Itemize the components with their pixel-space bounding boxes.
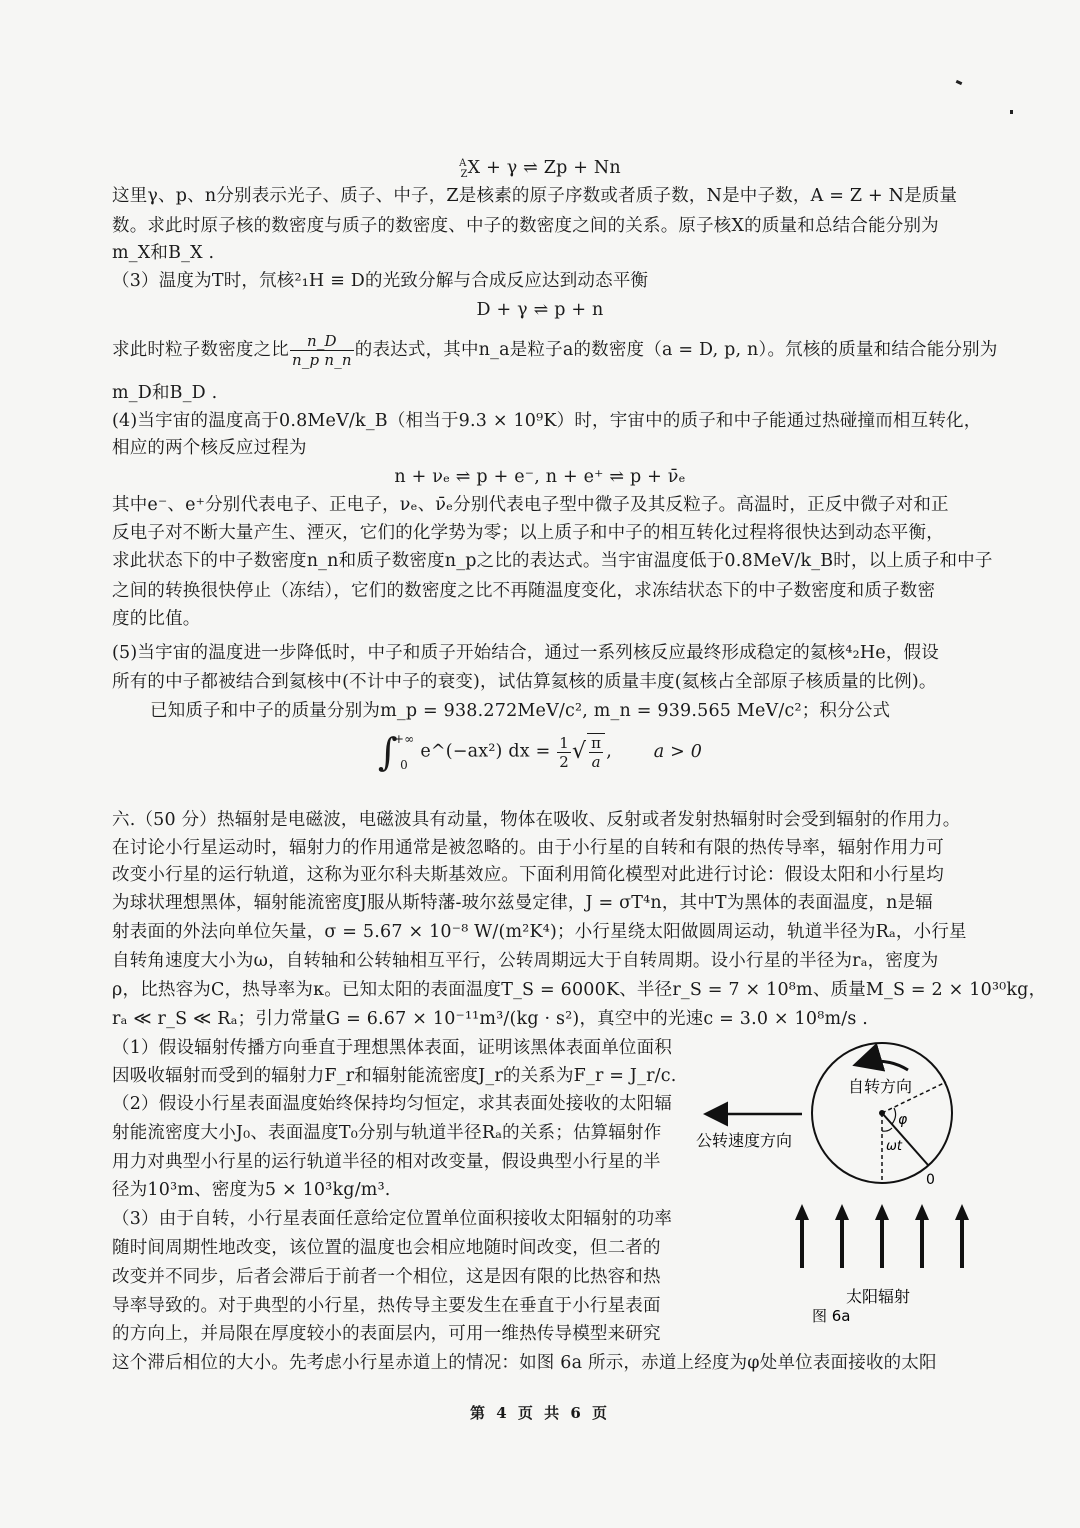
paragraph-line: m_X和B_X . bbox=[112, 243, 215, 263]
nuclear-equilibrium-equation bbox=[0, 152, 1080, 187]
numerator: π bbox=[591, 734, 602, 752]
orbital-velocity-label: 公转速度方向 bbox=[696, 1131, 793, 1150]
paragraph-line: 自转角速度大小为ω，自转轴和公转轴相互平行，公转周期远大于自转周期。设小行星的半径为rₐ，密度为 bbox=[112, 951, 939, 971]
solar-radiation-label: 太阳辐射 bbox=[846, 1287, 911, 1306]
rotation-arrow bbox=[858, 1061, 908, 1070]
paragraph-line: 用力对典型小行星的运行轨道半径的相对改变量，假设典型小行星的半 bbox=[112, 1152, 661, 1172]
phi-angle-arc bbox=[892, 1108, 896, 1124]
paragraph-line: 数。求此时原子核的数密度与质子的数密度、中子的数密度之间的关系。原子核X的质量和总结合能分别为 bbox=[112, 216, 939, 236]
upper-limit: +∞ bbox=[393, 732, 415, 746]
paragraph-line: 的方向上，并局限在厚度较小的表面层内，可用一维热传导模型来研究 bbox=[112, 1324, 661, 1344]
radiation-arrow-head bbox=[835, 1204, 849, 1220]
integrand: e^(−ax²) dx = bbox=[420, 741, 551, 762]
zero-longitude-label: 0 bbox=[926, 1172, 935, 1188]
integral-limits bbox=[394, 726, 414, 778]
paragraph-line: 在讨论小行星运动时，辐射力的作用通常是被忽略的。由于小行星的自转和有限的热传导率，辐射作用力可 bbox=[112, 838, 944, 858]
question-6-intro: 六.（50 分）热辐射是电磁波，电磁波具有动量，物体在吸收、反射或者发射热辐射时会受到辐射的作用力。 bbox=[112, 810, 961, 830]
paragraph-line: ρ，比热容为C，热导率为κ。已知太阳的表面温度T_S = 6000K、半径r_S = 7 × 10⁸m、质量M_S = 2 × 10³⁰kg， bbox=[112, 980, 1047, 1000]
scan-speck bbox=[1010, 110, 1013, 114]
radiation-arrow-head bbox=[955, 1204, 969, 1220]
integral-condition: a > 0 bbox=[653, 741, 703, 762]
question-3-ratio-line bbox=[112, 332, 998, 369]
paragraph-line: 相应的两个核反应过程为 bbox=[112, 438, 307, 458]
paragraph-line: 求此状态下的中子数密度n_n和质子数密度n_p之比的表达式。当宇宙温度低于0.8MeV/k_B时，以上质子和中子 bbox=[112, 551, 993, 571]
solar-radiation-arrows bbox=[795, 1204, 969, 1268]
integral-sign: ∫ bbox=[377, 730, 398, 774]
mass-number: A bbox=[459, 158, 467, 169]
radiation-arrow-head bbox=[795, 1204, 809, 1220]
text: 求此时粒子数密度之比 bbox=[112, 340, 289, 360]
paragraph-line: 射能流密度大小J₀、表面温度T₀分别与轨道半径Rₐ的关系；估算辐射作 bbox=[112, 1123, 662, 1143]
paragraph-line: 径为10³m、密度为5 × 10³kg/m³. bbox=[112, 1180, 391, 1200]
paragraph-line: 度的比值。 bbox=[112, 609, 201, 629]
paragraph-line: m_D和B_D . bbox=[112, 383, 218, 403]
deuteron-equation: D + γ ⇌ p + n bbox=[476, 300, 604, 320]
paragraph-line: 改变小行星的运行轨道，这称为亚尔科夫斯基效应。下面利用简化模型对此进行讨论：假设太阳和小行星均 bbox=[112, 865, 944, 885]
lower-limit: 0 bbox=[400, 758, 408, 772]
rotation-direction-label: 自转方向 bbox=[848, 1077, 913, 1096]
figure-6a bbox=[680, 1020, 1000, 1350]
paragraph-line: 反电子对不断大量产生、湮灭，它们的化学势为零；以上质子和中子的相互转化过程将很快达到动态平衡， bbox=[112, 523, 944, 543]
neutrino-reaction-equations: n + νₑ ⇌ p + e⁻, n + e⁺ ⇌ p + ν̄ₑ bbox=[394, 467, 686, 487]
half-fraction bbox=[557, 734, 571, 771]
scan-speck bbox=[956, 80, 963, 85]
paragraph-line: 所有的中子都被结合到氦核中(不计中子的衰变)，试估算氦核的质量丰度(氦核占全部原子核质量的比例)。 bbox=[112, 672, 937, 692]
denominator: a bbox=[591, 753, 601, 771]
phi-label: φ bbox=[898, 1112, 908, 1128]
denominator: 2 bbox=[559, 752, 569, 771]
question-6-part-1: （1）假设辐射传播方向垂直于理想黑体表面，证明该黑体表面单位面积 bbox=[112, 1038, 673, 1058]
question-6-part-2: （2）假设小行星表面温度始终保持均匀恒定，求其表面处接收的太阳辐 bbox=[112, 1094, 673, 1114]
paragraph-line: 其中e⁻、e⁺分别代表电子、正电子，νₑ、ν̄ₑ分别代表电子型中微子及其反粒子。高温时，正反中微子对和正 bbox=[112, 495, 949, 515]
question-5-text: (5)当宇宙的温度进一步降低时，中子和质子开始结合，通过一系列核反应最终形成稳定的氦核⁴₂He，假设 bbox=[112, 643, 939, 663]
paragraph-line: 改变并不同步，后者会滞后于前者一个相位，这是因有限的比热容和热 bbox=[112, 1267, 661, 1287]
omega-t-angle-arc bbox=[882, 1128, 892, 1131]
paragraph-line: 之间的转换很快停止（冻结），它们的数密度之比不再随温度变化，求冻结状态下的中子数密度和质子数密 bbox=[112, 581, 936, 601]
paragraph-line: 因吸收辐射而受到的辐射力F_r和辐射能流密度J_r的关系为F_r = J_r/c. bbox=[112, 1066, 677, 1086]
radiation-arrow-head bbox=[915, 1204, 929, 1220]
radiation-arrow-head bbox=[875, 1204, 889, 1220]
paragraph-line: 这里γ、p、n分别表示光子、质子、中子，Z是核素的原子序数或者质子数，N是中子数，A = Z + N是质量 bbox=[112, 186, 958, 206]
paragraph-line: 为球状理想黑体，辐射能流密度J服从斯特藩-玻尔兹曼定律，J = σT⁴n，其中T为黑体的表面温度，n是辐 bbox=[112, 893, 933, 913]
figure-caption: 图 6a bbox=[812, 1307, 851, 1325]
gaussian-integral-formula: ∫ +∞ 0 e^(−ax²) dx = $\frac{1}{2}$ √ $\frac{\pi}{a}$ , a > 0 bbox=[0, 726, 1080, 778]
sqrt-sign: √ bbox=[571, 739, 587, 764]
page-footer: 第 4 页 共 6 页 bbox=[470, 1404, 610, 1422]
density-ratio-fraction bbox=[290, 332, 354, 369]
atomic-number: Z bbox=[460, 169, 468, 181]
numerator: 1 bbox=[559, 733, 569, 752]
paragraph-line: 随时间周期性地改变，该位置的温度也会相应地随时间改变，但二者的 bbox=[112, 1238, 661, 1258]
given-masses: 已知质子和中子的质量分别为m_p = 938.272MeV/c², m_n = 939.565 MeV/c²；积分公式 bbox=[150, 701, 891, 721]
paragraph-line: rₐ ≪ r_S ≪ Rₐ；引力常量G = 6.67 × 10⁻¹¹m³/(kg · s²)，真空中的光速c = 3.0 × 10⁸m/s . bbox=[112, 1009, 869, 1029]
equation-body: X + γ ⇌ Zp + Nn bbox=[467, 157, 621, 178]
question-6-part-3: （3）由于自转，小行星表面任意给定位置单位面积接收太阳辐射的功率 bbox=[112, 1209, 673, 1229]
paragraph-line: 这个滞后相位的大小。先考虑小行星赤道上的情况：如图 6a 所示，赤道上经度为φ处单位表面接收的太阳 bbox=[112, 1353, 937, 1373]
fraction-denominator: n_p n_n bbox=[292, 351, 352, 369]
omega-t-label: ωt bbox=[886, 1139, 902, 1154]
text: 的表达式，其中n_a是粒子a的数密度（a = D, p, n）。氘核的质量和结合能分别为 bbox=[354, 340, 998, 360]
paragraph-line: 导率导致的。对于典型的小行星，热传导主要发生在垂直于小行星表面 bbox=[112, 1296, 661, 1316]
question-4-text: (4)当宇宙的温度高于0.8MeV/k_B（相当于9.3 × 10⁹K）时，宇宙中的质子和中子能通过热碰撞而相互转化， bbox=[112, 411, 982, 431]
question-3-text: （3）温度为T时，氘核²₁H ≡ D的光致分解与合成反应达到动态平衡 bbox=[112, 271, 649, 291]
asteroid-center bbox=[879, 1110, 885, 1116]
paragraph-line: 射表面的外法向单位矢量，σ = 5.67 × 10⁻⁸ W/(m²K⁴)；小行星绕太阳做圆周运动，轨道半径为Rₐ，小行星 bbox=[112, 922, 967, 942]
fraction-numerator: n_D bbox=[290, 332, 354, 351]
sqrt-fraction bbox=[587, 733, 605, 771]
